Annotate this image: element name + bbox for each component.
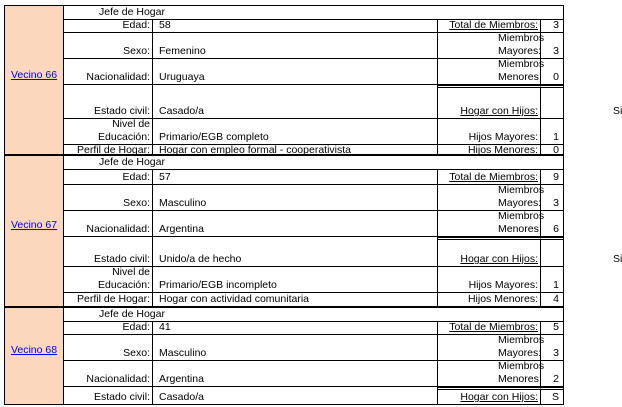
hijos-mayores-value: 1	[553, 131, 559, 143]
vecino-66-link[interactable]: Vecino 66	[10, 69, 58, 81]
estado-civil-label: Estado civil:	[93, 391, 150, 403]
row-educacion	[63, 267, 563, 293]
jefe-de-hogar-header	[63, 308, 563, 322]
total-miembros-value: 3	[553, 19, 559, 31]
miembros-menores-label: Miembros Menores:	[498, 360, 545, 385]
hijos-mayores-label: Hijos Mayores:	[468, 279, 538, 291]
row-sexo	[63, 33, 563, 59]
miembros-mayores-value: 3	[553, 347, 559, 359]
total-miembros-value: 9	[553, 171, 559, 183]
estado-civil-label: Estado civil:	[93, 253, 150, 265]
perfil-value: Hogar con actividad comunitaria	[159, 293, 309, 305]
nacionalidad-label: Nacionalidad:	[86, 71, 150, 83]
nacionalidad-label: Nacionalidad:	[86, 373, 150, 385]
miembros-mayores-label: Miembros Mayores:	[498, 334, 545, 359]
miembros-mayores-value: 3	[553, 45, 559, 57]
edad-label: Edad:	[122, 19, 150, 31]
household-block-vecino-68	[4, 307, 564, 405]
sexo-value: Masculino	[159, 347, 207, 359]
total-miembros-label: Total de Miembros:	[449, 19, 538, 31]
estado-civil-value: Unido/a de hecho	[159, 253, 242, 265]
sexo-label: Sexo:	[123, 197, 150, 209]
hogar-con-hijos-label: Hogar con Hijos:	[460, 105, 538, 117]
row-nacionalidad	[63, 211, 563, 237]
vecino-cell	[5, 6, 64, 154]
educacion-label: Nivel de Educación:	[98, 266, 150, 291]
edad-value: 41	[159, 321, 171, 333]
row-perfil	[63, 293, 563, 306]
hijos-menores-label: Hijos Menores:	[467, 293, 538, 305]
hogar-con-hijos-label: Hogar con Hijos:	[460, 391, 538, 403]
row-sexo	[63, 185, 563, 211]
hijos-mayores-value: 1	[553, 279, 559, 291]
jefe-de-hogar-header	[63, 6, 563, 20]
edad-label: Edad:	[122, 321, 150, 333]
miembros-mayores-label: Miembros Mayores:	[498, 32, 545, 57]
row-sexo	[63, 335, 563, 361]
row-perfil	[63, 145, 563, 155]
hogar-con-hijos-value: Si	[613, 105, 622, 117]
row-edad	[63, 170, 563, 185]
total-miembros-value: 5	[553, 321, 559, 333]
row-estado-civil	[63, 85, 622, 119]
hogar-con-hijos-value: S	[551, 391, 559, 403]
edad-label: Edad:	[122, 171, 150, 183]
row-nacionalidad	[63, 361, 563, 387]
vecino-68-link[interactable]: Vecino 68	[10, 344, 58, 356]
sexo-value: Femenino	[159, 45, 206, 57]
vecino-cell	[5, 156, 64, 306]
row-educacion	[63, 119, 563, 145]
total-miembros-label: Total de Miembros:	[449, 321, 538, 333]
household-block-vecino-66	[4, 5, 622, 156]
hogar-con-hijos-label: Hogar con Hijos:	[460, 253, 538, 265]
jefe-label: Jefe de Hogar	[99, 308, 165, 320]
hogar-con-hijos-value: Si	[613, 253, 622, 265]
hijos-menores-value: 4	[553, 293, 559, 305]
educacion-value: Primario/EGB incompleto	[159, 279, 277, 291]
miembros-mayores-label: Miembros Mayores:	[498, 184, 545, 209]
miembros-menores-value: 0	[553, 71, 559, 83]
row-estado-civil	[63, 387, 563, 404]
nacionalidad-value: Argentina	[159, 373, 204, 385]
nacionalidad-label: Nacionalidad:	[86, 223, 150, 235]
estado-civil-value: Casado/a	[159, 105, 204, 117]
hijos-menores-value: 0	[553, 144, 559, 156]
educacion-value: Primario/EGB completo	[159, 131, 269, 143]
row-estado-civil	[63, 237, 622, 267]
estado-civil-value: Casado/a	[159, 391, 204, 403]
row-nacionalidad	[63, 59, 563, 85]
miembros-menores-value: 6	[553, 223, 559, 235]
miembros-menores-label: Miembros Menores:	[498, 58, 545, 83]
nacionalidad-value: Argentina	[159, 223, 204, 235]
vecino-67-link[interactable]: Vecino 67	[10, 219, 58, 231]
nacionalidad-value: Uruguaya	[159, 71, 205, 83]
jefe-label: Jefe de Hogar	[99, 156, 165, 168]
sexo-label: Sexo:	[123, 45, 150, 57]
miembros-menores-value: 2	[553, 373, 559, 385]
household-block-vecino-67	[4, 155, 622, 307]
sexo-value: Masculino	[159, 197, 207, 209]
perfil-value: Hogar con empleo formal - cooperativista	[159, 144, 352, 156]
educacion-label: Nivel de Educación:	[98, 118, 150, 143]
perfil-label: Perfil de Hogar:	[77, 144, 150, 156]
perfil-label: Perfil de Hogar:	[77, 293, 150, 305]
hijos-menores-label: Hijos Menores:	[467, 144, 538, 156]
edad-value: 57	[159, 171, 171, 183]
jefe-de-hogar-header	[63, 156, 563, 170]
edad-value: 58	[159, 19, 171, 31]
jefe-label: Jefe de Hogar	[99, 6, 165, 18]
total-miembros-label: Total de Miembros:	[449, 171, 538, 183]
estado-civil-label: Estado civil:	[93, 105, 150, 117]
hijos-mayores-label: Hijos Mayores:	[468, 131, 538, 143]
sexo-label: Sexo:	[123, 347, 150, 359]
vecino-cell	[5, 308, 64, 404]
miembros-menores-label: Miembros Menores:	[498, 210, 545, 235]
miembros-mayores-value: 3	[553, 197, 559, 209]
